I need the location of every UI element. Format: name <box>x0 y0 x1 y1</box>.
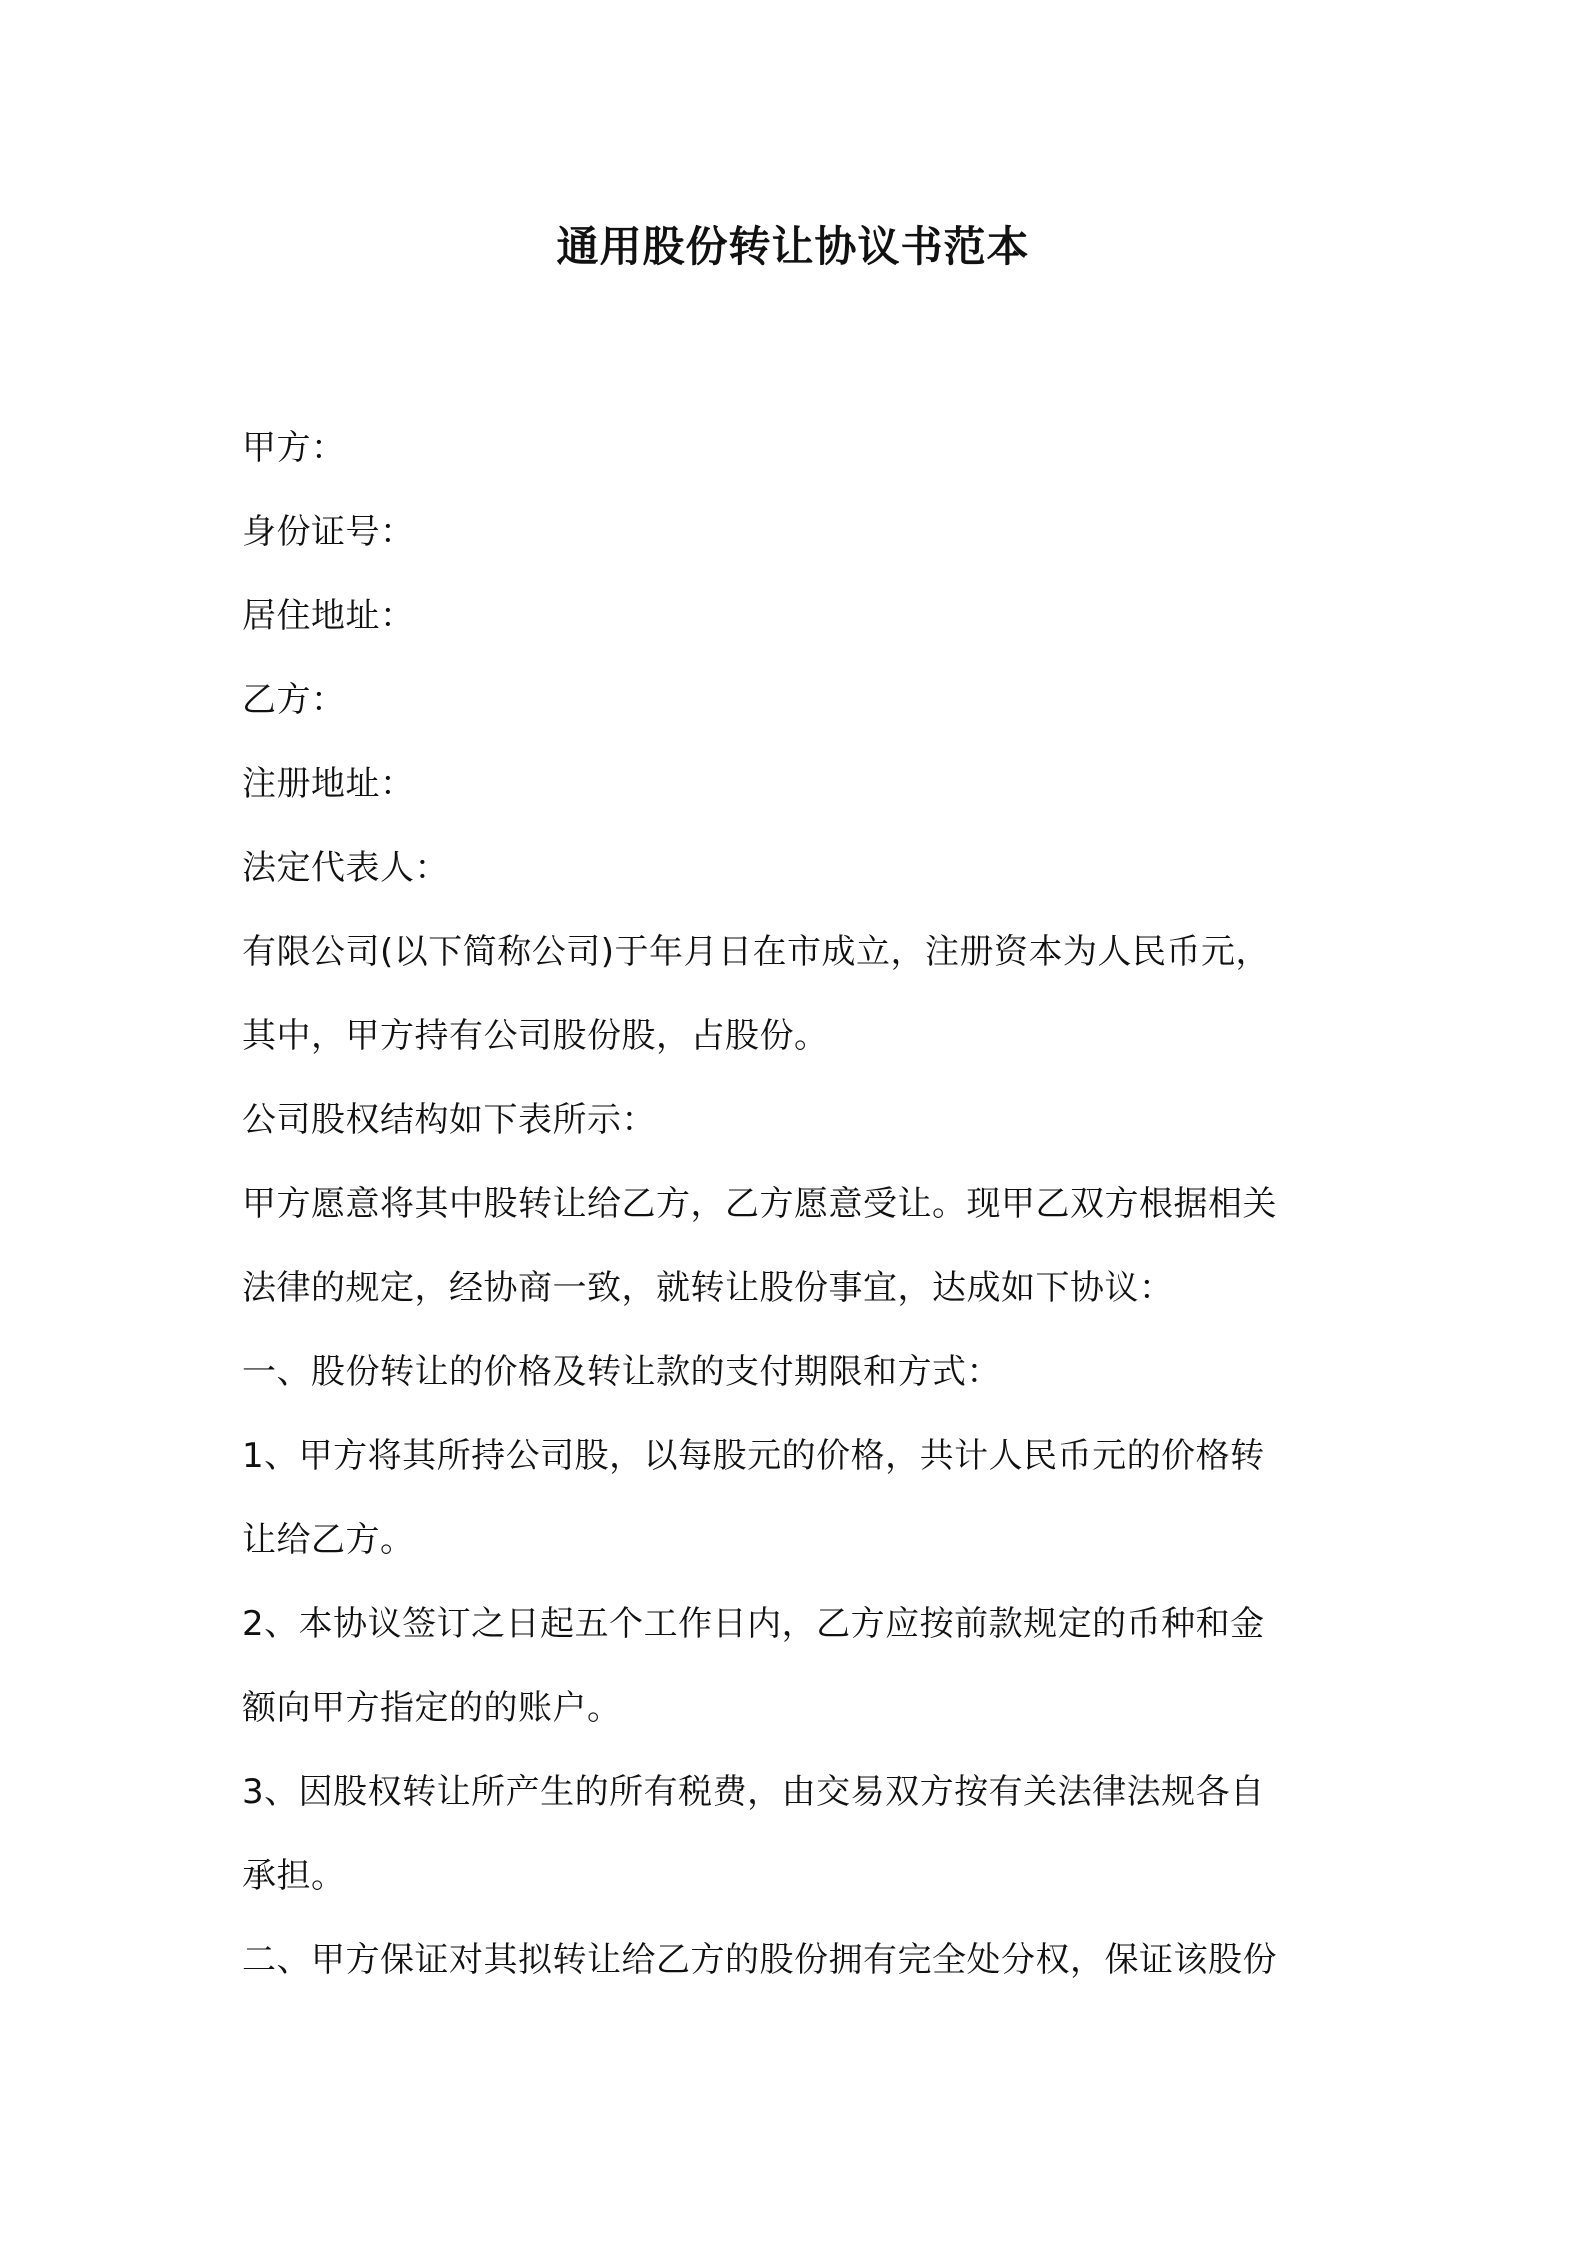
section-heading-1: 一、股份转让的价格及转让款的支付期限和方式： <box>242 1352 1001 1392</box>
paragraph-line: 法律的规定，经协商一致，就转让股份事宜，达成如下协议： <box>242 1268 1174 1308</box>
clause-2: 2、本协议签订之日起五个工作日内，乙方应按前款规定的币种和金 <box>242 1604 1265 1644</box>
paragraph-line: 公司股权结构如下表所示： <box>242 1100 656 1140</box>
clause-3: 3、因股权转让所产生的所有税费，由交易双方按有关法律法规各自 <box>242 1772 1265 1812</box>
field-registered-address: 注册地址： <box>242 764 415 804</box>
clause-3-continued: 承担。 <box>242 1856 346 1896</box>
field-party-a: 甲方： <box>242 428 346 468</box>
field-id-number: 身份证号： <box>242 512 415 552</box>
clause-1-continued: 让给乙方。 <box>242 1520 415 1560</box>
clause-2-continued: 额向甲方指定的的账户。 <box>242 1688 622 1728</box>
field-residential-address: 居住地址： <box>242 596 415 636</box>
document-title: 通用股份转让协议书范本 <box>556 222 1030 271</box>
field-party-b: 乙方： <box>242 680 346 720</box>
paragraph-line: 其中，甲方持有公司股份股，占股份。 <box>242 1016 829 1056</box>
paragraph-line: 有限公司(以下简称公司)于年月日在市成立，注册资本为人民币元， <box>242 932 1271 972</box>
document-body <box>242 406 1362 2002</box>
paragraph-line: 甲方愿意将其中股转让给乙方，乙方愿意受让。现甲乙双方根据相关 <box>242 1184 1277 1224</box>
field-legal-representative: 法定代表人： <box>242 848 449 888</box>
section-heading-2: 二、甲方保证对其拟转让给乙方的股份拥有完全处分权，保证该股份 <box>242 1940 1277 1980</box>
clause-1: 1、甲方将其所持公司股，以每股元的价格，共计人民币元的价格转 <box>242 1436 1265 1476</box>
